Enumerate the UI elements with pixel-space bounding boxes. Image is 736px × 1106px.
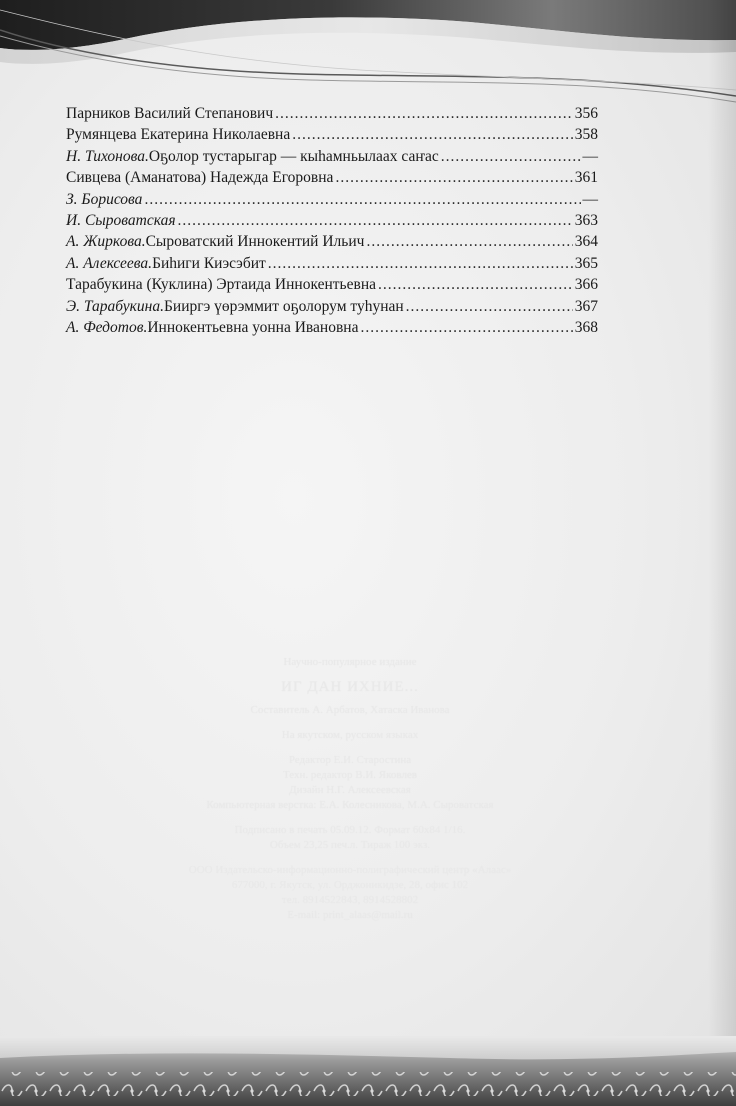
imprint-line: На якутском, русском языках — [281, 729, 419, 741]
imprint-line: ООО Издательско-информационно-полиграфический центр «Алаас» — [188, 864, 512, 876]
toc-entry — [66, 210, 598, 231]
imprint-line: E-mail: print_alaas@mail.ru — [287, 909, 413, 921]
toc-author: Э. Тарабукина. — [66, 297, 164, 315]
imprint-line: Объем 23,25 печ.л. Тираж 100 экз. — [269, 839, 431, 851]
toc-title: Биһиги Киэсэбит — [152, 254, 266, 272]
toc-title: Оҕолор тустарыгар — кыһамньылаах саҥас — [148, 147, 439, 165]
toc-title: Румянцева Екатерина Николаевна — [66, 126, 291, 144]
toc-title: Тарабукина (Куклина) Эртаида Иннокентьевна — [66, 276, 376, 294]
toc-page-number: 358 — [574, 126, 598, 144]
imprint-line: Компьютерная верстка: Е.А. Колесникова, М.А. Сыроватская — [206, 799, 494, 811]
toc-page-number: 365 — [574, 254, 598, 272]
table-of-contents — [66, 103, 598, 338]
toc-leader-dots — [366, 231, 572, 252]
toc-author: И. Сыроватская — [66, 211, 176, 229]
toc-page-number: 367 — [574, 297, 598, 315]
toc-entry — [66, 231, 598, 252]
toc-author: А. Алексеева. — [66, 254, 153, 272]
toc-entry — [66, 146, 598, 167]
toc-page-number: 366 — [574, 276, 598, 294]
toc-leader-dots — [335, 167, 572, 188]
top-decorative-band — [0, 0, 736, 110]
imprint-line: Научно-популярное издание — [283, 656, 417, 668]
imprint-line: Составитель А. Арбатов, Хатаска Иванова — [250, 704, 450, 716]
toc-title: Сивцева (Аманатова) Надежда Егоровна — [66, 169, 334, 187]
toc-leader-dots — [275, 103, 573, 124]
toc-entry — [66, 296, 598, 317]
toc-leader-dots — [360, 317, 572, 338]
toc-page-number: 363 — [574, 211, 598, 229]
toc-title: Иннокентьевна уонна Ивановна — [147, 318, 359, 336]
toc-author: А. Федотов. — [66, 318, 148, 336]
toc-title: Сыроватский Иннокентий Ильич — [145, 233, 365, 251]
toc-leader-dots — [292, 124, 573, 145]
toc-page-number: 356 — [574, 105, 598, 122]
imprint-line: 677000, г. Якутск, ул. Орджоникидзе, 28, офис 102 — [231, 879, 469, 891]
toc-author: Н. Тихонова. — [66, 147, 149, 165]
toc-page-number: 361 — [574, 169, 598, 187]
toc-entry — [66, 317, 598, 338]
imprint-title: ИГ ДАН ИХНИЕ... — [281, 679, 419, 695]
toc-leader-dots — [441, 146, 581, 167]
toc-author: З. Борисова — [66, 190, 143, 208]
toc-page-number: 364 — [574, 233, 598, 251]
toc-title: Бииргэ үөрэммит оҕолорум туһунан — [164, 297, 404, 315]
toc-leader-dots — [378, 274, 573, 295]
imprint-line: Техн. редактор В.И. Яковлев — [282, 769, 418, 781]
toc-title: Парников Василий Степанович — [66, 105, 274, 122]
toc-entry — [66, 274, 598, 295]
toc-entry — [66, 167, 598, 188]
imprint-line: Подписано в печать 05.09.12. Формат 60x84 1/16. — [234, 824, 466, 836]
toc-leader-dots — [406, 296, 573, 317]
right-edge-shadow — [708, 0, 736, 1106]
faded-imprint-block — [150, 655, 550, 923]
imprint-line: Редактор Е.И. Старостина — [288, 754, 412, 766]
toc-author: А. Жиркова. — [66, 233, 146, 251]
imprint-line: Дизайн Н.Г. Алексеевская — [289, 784, 411, 796]
toc-page-number: 368 — [574, 318, 598, 336]
imprint-line: тел. 8914522843, 8914528802 — [281, 894, 419, 906]
toc-entry — [66, 253, 598, 274]
toc-page-number: — — [582, 147, 598, 165]
toc-entry — [66, 103, 598, 124]
bottom-ornament-band — [0, 1036, 736, 1106]
toc-page-number: — — [582, 190, 598, 208]
toc-entry — [66, 124, 598, 145]
toc-leader-dots — [268, 253, 573, 274]
toc-entry — [66, 189, 598, 210]
toc-leader-dots — [178, 210, 573, 231]
toc-leader-dots — [144, 189, 580, 210]
